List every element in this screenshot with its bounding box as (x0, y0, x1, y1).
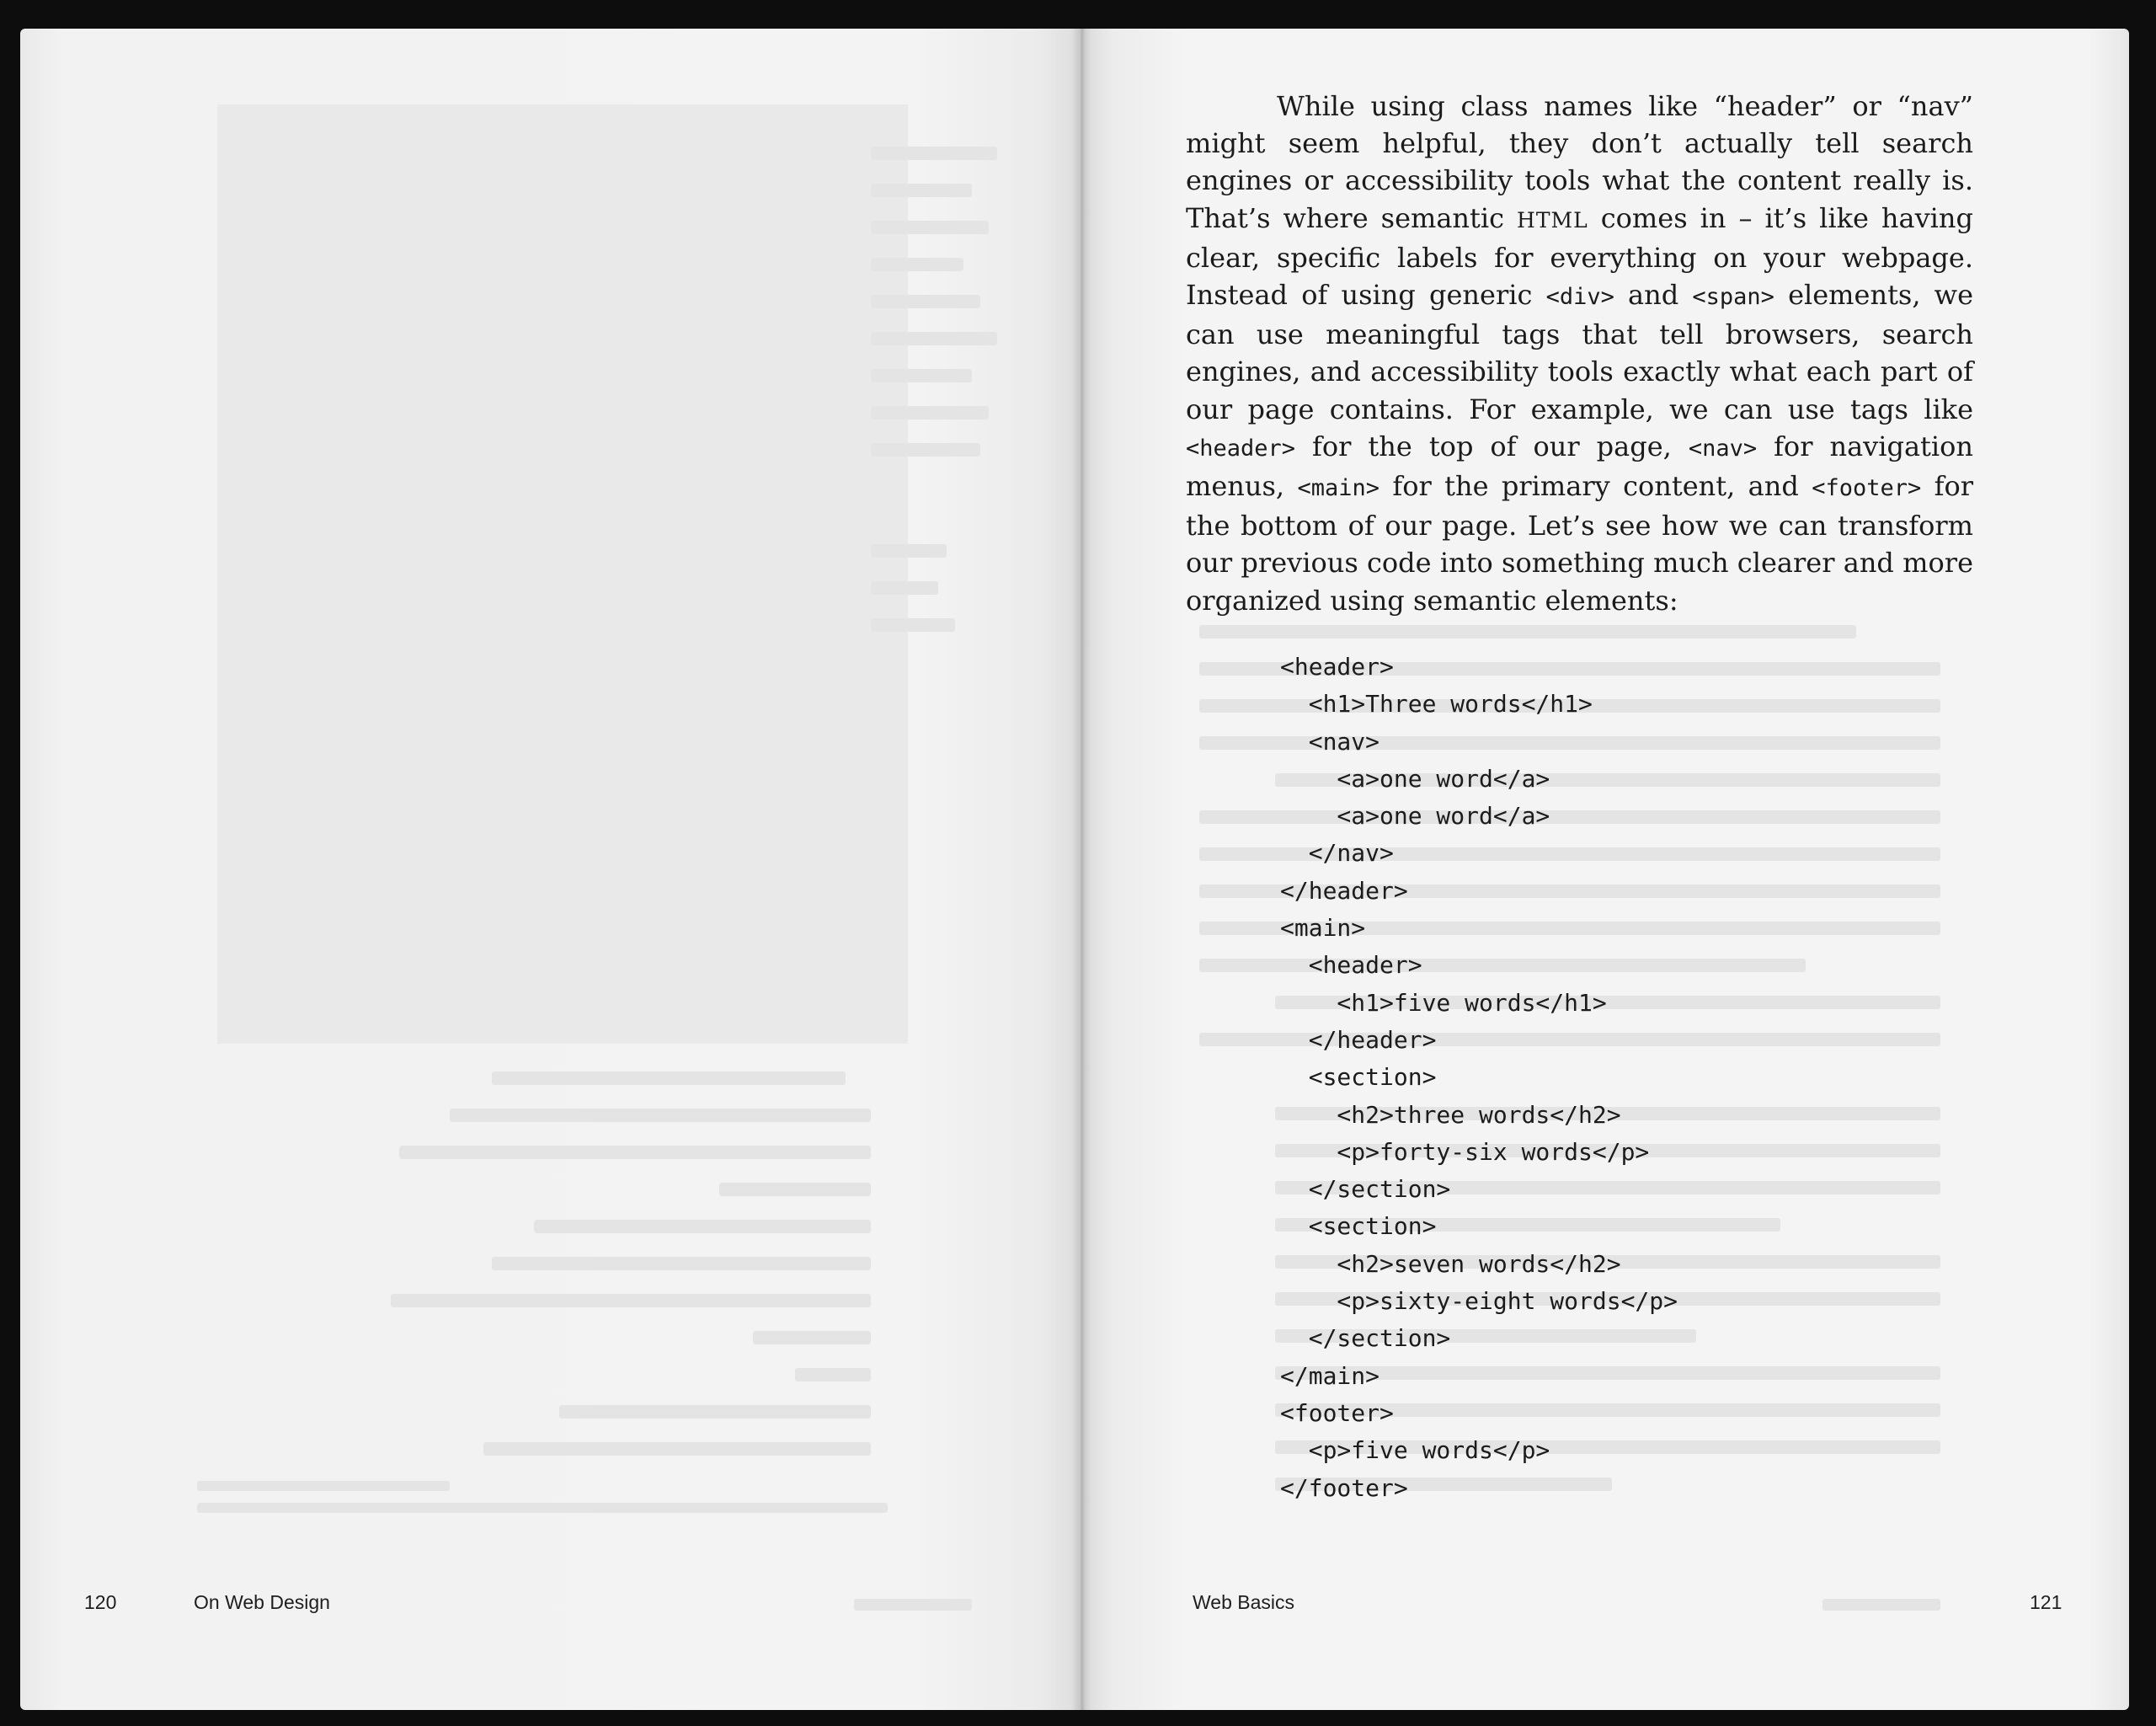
show-through-line (795, 1368, 871, 1381)
code-line: </main> (1280, 1361, 1380, 1390)
code-line: <section> (1280, 1063, 1437, 1092)
running-title: On Web Design (194, 1591, 330, 1613)
page-number: 121 (2030, 1591, 2063, 1613)
code-block (1280, 649, 1678, 1507)
show-through-line (871, 618, 955, 632)
code-line: <section> (1280, 1212, 1437, 1241)
show-through-line (753, 1331, 871, 1344)
code-line: </footer> (1280, 1473, 1408, 1502)
code-line: </nav> (1280, 839, 1394, 868)
code-line: <p>five words</p> (1280, 1436, 1550, 1465)
show-through-line (871, 184, 972, 197)
show-through-line (719, 1183, 871, 1196)
paragraph-text: and (1614, 279, 1693, 312)
code-line: <a>one word</a> (1280, 802, 1550, 831)
show-through-line (871, 406, 989, 419)
show-through-line (534, 1220, 871, 1233)
code-line: <h2>three words</h2> (1280, 1100, 1621, 1129)
show-through-line (559, 1405, 871, 1419)
show-through-line (871, 544, 947, 558)
code-line: <p>forty-six words</p> (1280, 1137, 1650, 1166)
code-line: <a>one word</a> (1280, 764, 1550, 793)
code-line: </header> (1280, 1025, 1437, 1054)
show-through-line (871, 221, 989, 234)
show-through-line (854, 1599, 972, 1611)
paragraph-text: for the bottom of our page. Let’s see how we can transform our previous code into something much clearer and more organized using semantic elements: (1186, 470, 1973, 617)
inline-code: <footer> (1812, 475, 1922, 502)
show-through-line (492, 1071, 846, 1085)
inline-code: <span> (1692, 284, 1774, 311)
show-through-line (450, 1109, 871, 1122)
show-through-line (871, 295, 980, 308)
page-number: 120 (84, 1591, 117, 1613)
show-through-line (871, 258, 963, 271)
show-through-line (871, 332, 997, 345)
show-through-line (1822, 1599, 1940, 1611)
code-line: <main> (1280, 914, 1366, 943)
paragraph-text: for the top of our page, (1295, 430, 1689, 462)
paragraph-text: elements, we can use meaningful tags that tell browsers, search engines, and accessibility tools exactly what each part of our page contains. For example, we can use tags like (1186, 279, 1974, 425)
code-line: <footer> (1280, 1398, 1394, 1427)
show-through-line (871, 369, 972, 382)
code-line: </section> (1280, 1324, 1451, 1353)
left-page (20, 29, 1081, 1710)
inline-code: <header> (1186, 435, 1296, 462)
inline-code: <main> (1297, 475, 1380, 502)
code-line: </header> (1280, 876, 1408, 905)
show-through-figure (217, 104, 908, 1044)
show-through-line (871, 443, 980, 457)
code-line: <p>sixty-eight words</p> (1280, 1287, 1678, 1316)
paragraph-text: for navigation menus, (1186, 430, 1974, 503)
body-paragraph (1186, 88, 1973, 619)
show-through-line (483, 1442, 871, 1456)
show-through-line (391, 1294, 871, 1307)
inline-code: <div> (1545, 284, 1614, 311)
code-line: <h2>seven words</h2> (1280, 1249, 1621, 1278)
show-through-line (871, 147, 997, 160)
code-line: </section> (1280, 1175, 1451, 1204)
code-line: <h1>five words</h1> (1280, 988, 1607, 1017)
show-through-line (197, 1503, 888, 1513)
gutter-shadow (1071, 29, 1091, 1710)
paragraph-text: for the primary content, and (1380, 470, 1812, 503)
paragraph-text: While using class names like “header” or “nav” might seem helpful, they don’t actually tell search engines or accessibility tools what the content really is. That’s where semantic (1186, 90, 1973, 234)
code-line: <nav> (1280, 727, 1380, 756)
show-through-line (197, 1481, 450, 1491)
code-line: <header> (1280, 653, 1394, 681)
show-through-line (1199, 625, 1856, 639)
show-through-line (492, 1257, 871, 1270)
paragraph-text: comes in – it’s like having clear, specific labels for everything on your webpage. Instead of using generic (1186, 201, 1974, 312)
show-through-line (871, 581, 938, 595)
code-line: <header> (1280, 951, 1422, 980)
small-caps-text: HTML (1517, 207, 1588, 232)
code-line: <h1>Three words</h1> (1280, 690, 1593, 719)
show-through-line (399, 1146, 871, 1159)
running-title: Web Basics (1193, 1591, 1295, 1613)
inline-code: <nav> (1688, 435, 1758, 462)
